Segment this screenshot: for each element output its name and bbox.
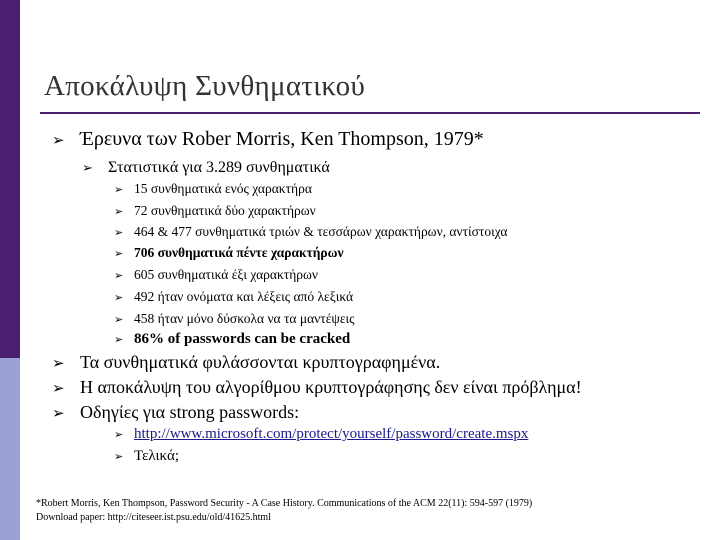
arrow-bullet-icon: ➢ <box>52 356 65 372</box>
title-divider <box>40 112 700 114</box>
stat-item <box>114 289 353 305</box>
arrow-bullet-icon: ➢ <box>52 406 65 422</box>
bullet-text: Η αποκάλυψη του αλγορίθμου κρυπτογράφησης δεν είναι πρόβλημα! <box>80 377 582 397</box>
bullet-encrypted <box>52 352 440 373</box>
stat-item <box>114 267 318 283</box>
stat-text: 15 συνθηματικά ενός χαρακτήρα <box>134 181 312 196</box>
bullet-text: Οδηγίες για strong passwords: <box>80 402 300 422</box>
arrow-bullet-icon: ➢ <box>114 206 124 218</box>
arrow-bullet-icon: ➢ <box>114 334 124 346</box>
stat-text: 72 συνθηματικά δύο χαρακτήρων <box>134 203 316 218</box>
arrow-bullet-icon: ➢ <box>52 133 65 149</box>
bullet-text: Τα συνθηματικά φυλάσσονται κρυπτογραφημένα. <box>80 352 441 372</box>
microsoft-password-link[interactable]: http://www.microsoft.com/protect/yourself/password/create.mspx <box>134 426 529 442</box>
side-bar-top <box>0 0 20 358</box>
arrow-bullet-icon: ➢ <box>114 184 124 196</box>
arrow-bullet-icon: ➢ <box>114 227 124 239</box>
footnote-download: Download paper: http://citeseer.ist.psu.edu/old/41625.html <box>36 512 271 523</box>
arrow-bullet-icon: ➢ <box>82 160 93 175</box>
stat-item <box>114 245 344 261</box>
bullet-algorithm <box>52 377 582 398</box>
stat-item <box>114 203 316 219</box>
arrow-bullet-icon: ➢ <box>114 292 124 304</box>
stat-text: 492 ήταν ονόματα και λέξεις από λεξικά <box>134 289 354 304</box>
arrow-bullet-icon: ➢ <box>114 429 124 441</box>
bullet-text: Τελικά; <box>134 448 180 464</box>
bullet-research <box>52 128 484 151</box>
arrow-bullet-icon: ➢ <box>52 381 65 397</box>
arrow-bullet-icon: ➢ <box>114 314 124 326</box>
stat-item <box>114 331 350 348</box>
stat-text: 86% of passwords can be cracked <box>134 331 351 347</box>
arrow-bullet-icon: ➢ <box>114 248 124 260</box>
stat-text: 464 & 477 συνθηματικά τριών & τεσσάρων χαρακτήρων, αντίστοιχα <box>134 224 508 239</box>
footnote-citation: *Robert Morris, Ken Thompson, Password Security - A Case History. Communications of the ACM 22(11): 594-597 (1979) <box>36 498 533 509</box>
side-bar-bottom <box>0 358 20 540</box>
guideline-link-item <box>114 426 528 443</box>
stat-text: 605 συνθηματικά έξι χαρακτήρων <box>134 267 319 282</box>
guideline-item <box>114 448 179 465</box>
bullet-statistics <box>82 159 330 177</box>
arrow-bullet-icon: ➢ <box>114 270 124 282</box>
bullet-text: Έρευνα των Rober Morris, Ken Thompson, 1979* <box>80 128 484 150</box>
stat-text: 706 συνθηματικά πέντε χαρακτήρων <box>134 245 344 260</box>
arrow-bullet-icon: ➢ <box>114 451 124 463</box>
stat-text: 458 ήταν μόνο δύσκολα να τα μαντέψεις <box>134 311 355 326</box>
stat-item <box>114 181 312 197</box>
bullet-text: Στατιστικά για 3.289 συνθηματικά <box>108 159 330 176</box>
stat-item <box>114 311 354 327</box>
slide-title: Αποκάλυψη Συνθηματικού <box>44 70 366 102</box>
bullet-guidelines <box>52 402 299 423</box>
stat-item <box>114 224 508 240</box>
